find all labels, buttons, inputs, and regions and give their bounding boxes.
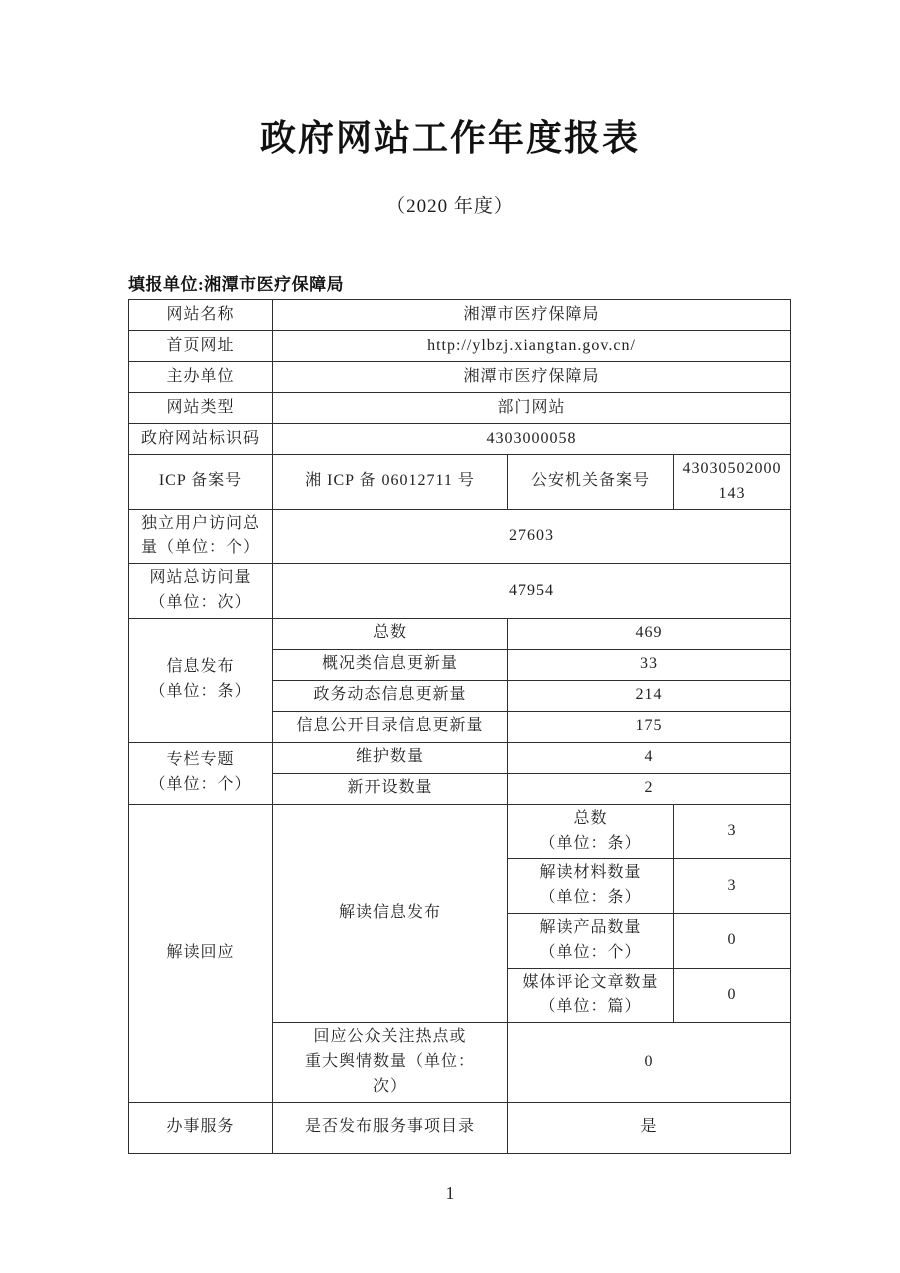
- interp-products-label-cell: [508, 913, 674, 968]
- unique-visitors-label-line: 独立用户访问总: [140, 514, 260, 532]
- service-catalog-row: [129, 1102, 791, 1153]
- disclosure-catalog-updates-label-cell: 信息公开目录信息更新量: [273, 711, 508, 742]
- info-total-value-cell: 469: [508, 618, 791, 649]
- gov-news-updates-label-cell: 政务动态信息更新量: [273, 680, 508, 711]
- new-columns-label-cell: 新开设数量: [273, 773, 508, 804]
- total-visits-label-line: （单位：次）: [149, 593, 252, 611]
- media-comments-label-line: （单位：篇）: [539, 998, 642, 1016]
- total-visits-row: [129, 564, 791, 619]
- homepage-url-value-cell: http://ylbzj.xiangtan.gov.cn/: [273, 331, 791, 362]
- interpretation-publish-label-cell: 解读信息发布: [273, 804, 508, 1022]
- police-record-label-cell: 公安机关备案号: [508, 455, 674, 510]
- public-response-label-line: 重大舆情数量（单位：: [304, 1052, 475, 1070]
- police-record-value-cell: [674, 455, 791, 510]
- special-columns-label-line: 专栏专题: [166, 751, 235, 769]
- overview-updates-label-cell: 概况类信息更新量: [273, 649, 508, 680]
- document-subtitle: （2020 年度）: [386, 196, 514, 217]
- police-record-value-line: 143: [718, 484, 746, 502]
- interp-total-value-cell: 3: [674, 804, 791, 859]
- website-type-value-cell: 部门网站: [273, 393, 791, 424]
- interp-products-value-cell: 0: [674, 913, 791, 968]
- info-total-label-cell: 总数: [273, 618, 508, 649]
- interp-total-label-line: （单位：条）: [539, 834, 642, 852]
- media-comments-value-cell: 0: [674, 968, 791, 1023]
- interp-total-row: [129, 804, 791, 859]
- website-name-row: [129, 300, 791, 331]
- police-record-value-line: 43030502000: [682, 460, 782, 477]
- interp-materials-label-line: 解读材料数量: [539, 864, 642, 882]
- disclosure-catalog-updates-value-cell: 175: [508, 711, 791, 742]
- icp-record-row: [129, 455, 791, 510]
- document-title: 政府网站工作年度报表: [259, 118, 640, 158]
- host-unit-row: [129, 362, 791, 393]
- total-visits-label-cell: [129, 564, 273, 619]
- page-number: 1: [445, 1183, 455, 1203]
- public-response-label-cell: [273, 1023, 508, 1102]
- total-visits-label-line: 网站总访问量: [149, 569, 252, 587]
- unique-visitors-label-line: 量（单位：个）: [140, 539, 260, 557]
- info-publish-label-line: （单位：条）: [149, 683, 252, 701]
- public-response-value-cell: 0: [508, 1023, 791, 1102]
- interp-materials-label-line: （单位：条）: [539, 889, 642, 907]
- site-id-code-value-cell: 4303000058: [273, 424, 791, 455]
- unique-visitors-label-cell: [129, 509, 273, 564]
- website-name-value-cell: 湘潭市医疗保障局: [273, 300, 791, 331]
- site-id-code-row: [129, 424, 791, 455]
- icp-number-value-cell: 湘 ICP 备 06012711 号: [273, 455, 508, 510]
- media-comments-label-cell: [508, 968, 674, 1023]
- website-name-label-cell: 网站名称: [129, 300, 273, 331]
- special-columns-section-label-cell: [129, 742, 273, 804]
- total-visits-value-cell: 47954: [273, 564, 791, 619]
- interp-products-label-line: （单位：个）: [539, 943, 642, 961]
- website-type-row: [129, 393, 791, 424]
- info-publish-section-label-cell: [129, 618, 273, 742]
- icp-number-label-cell: ICP 备案号: [129, 455, 273, 510]
- info-publish-total-row: [129, 618, 791, 649]
- maintained-columns-row: [129, 742, 791, 773]
- interp-products-label-line: 解读产品数量: [539, 918, 642, 936]
- new-columns-value-cell: 2: [508, 773, 791, 804]
- host-unit-value-cell: 湘潭市医疗保障局: [273, 362, 791, 393]
- interpretation-section-label-cell: 解读回应: [129, 804, 273, 1102]
- overview-updates-value-cell: 33: [508, 649, 791, 680]
- service-catalog-label-cell: 是否发布服务事项目录: [273, 1102, 508, 1153]
- public-response-label-line: 回应公众关注热点或: [313, 1028, 467, 1046]
- interp-materials-label-cell: [508, 859, 674, 914]
- gov-news-updates-value-cell: 214: [508, 680, 791, 711]
- unique-visitors-row: [129, 509, 791, 564]
- website-type-label-cell: 网站类型: [129, 393, 273, 424]
- special-columns-label-line: （单位：个）: [149, 776, 252, 794]
- interp-total-label-cell: [508, 804, 674, 859]
- host-unit-label-cell: 主办单位: [129, 362, 273, 393]
- site-id-code-label-cell: 政府网站标识码: [129, 424, 273, 455]
- services-section-label-cell: 办事服务: [129, 1102, 273, 1153]
- maintained-count-label-cell: 维护数量: [273, 742, 508, 773]
- reporting-unit-label: 填报单位:湘潭市医疗保障局: [128, 275, 345, 294]
- interp-materials-value-cell: 3: [674, 859, 791, 914]
- info-publish-label-line: 信息发布: [166, 658, 235, 676]
- maintained-count-value-cell: 4: [508, 742, 791, 773]
- service-catalog-value-cell: 是: [508, 1102, 791, 1153]
- homepage-url-label-cell: 首页网址: [129, 331, 273, 362]
- unique-visitors-value-cell: 27603: [273, 509, 791, 564]
- media-comments-label-line: 媒体评论文章数量: [522, 973, 659, 991]
- annual-report-table: [128, 299, 791, 1154]
- homepage-url-row: [129, 331, 791, 362]
- public-response-label-line: 次）: [372, 1077, 407, 1095]
- interp-total-label-line: 总数: [573, 809, 608, 827]
